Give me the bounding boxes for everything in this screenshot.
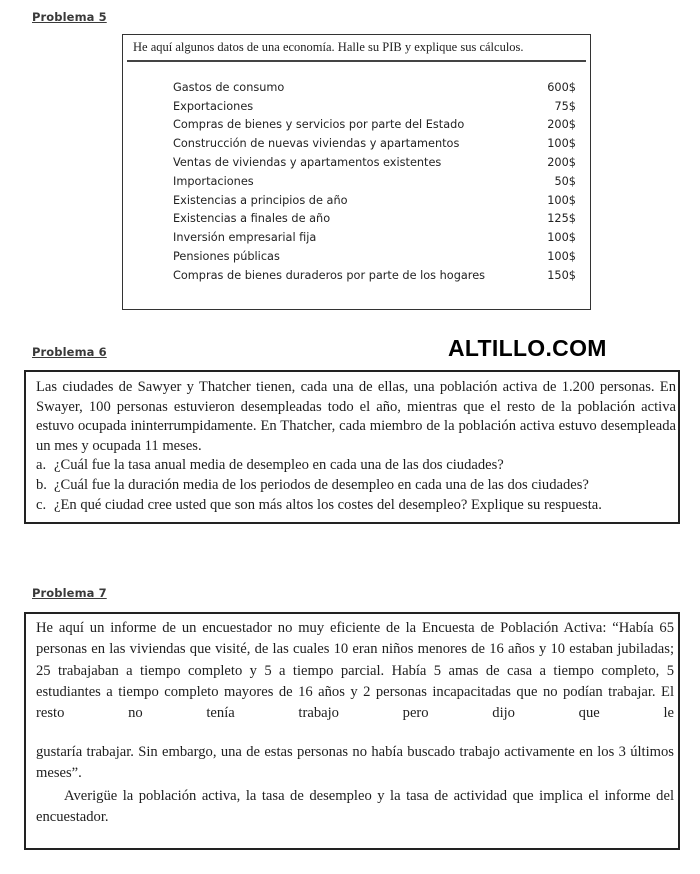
problem5-box (122, 34, 591, 310)
question-a (36, 456, 681, 476)
row-label: Existencias a principios de año (173, 193, 348, 207)
divider (678, 726, 680, 742)
table-row (173, 78, 576, 97)
problem5-heading: Problema 5 (32, 10, 107, 24)
row-value: 50$ (554, 174, 576, 188)
site-logo: ALTILLO.COM (448, 335, 607, 361)
row-value: 200$ (547, 156, 576, 170)
problem7-heading: Problema 7 (32, 586, 107, 600)
row-value: 125$ (547, 212, 576, 226)
divider (127, 60, 586, 62)
row-label: Inversión empresarial fija (173, 231, 317, 245)
table-row (173, 266, 576, 285)
row-value: 100$ (547, 231, 576, 245)
table-row (173, 228, 576, 247)
row-value: 150$ (547, 268, 576, 282)
problem7-question: Averigüe la población activa, la tasa de desempleo y la tasa de actividad que implica el informe del encuestador. (36, 788, 674, 826)
row-label: Gastos de consumo (173, 80, 285, 94)
row-value: 100$ (547, 193, 576, 207)
question-b (36, 476, 681, 496)
row-label: Compras de bienes y servicios por parte del Estado (173, 118, 465, 132)
row-label: Construcción de nuevas viviendas y apartamentos (173, 137, 460, 151)
problem5-intro: He aquí algunos datos de una economía. Halle su PIB y explique sus cálculos. (133, 40, 524, 54)
table-row (173, 134, 576, 153)
table-row (173, 247, 576, 266)
row-value: 75$ (554, 99, 576, 113)
table-row (173, 116, 576, 135)
problem6-heading: Problema 6 (32, 345, 107, 359)
table-row (173, 153, 576, 172)
question-text: ¿En qué ciudad cree usted que son más altos los costes del desempleo? Explique su respuesta. (54, 497, 602, 513)
problem7-text-part2: gustaría trabajar. Sin embargo, una de estas personas no había buscado trabajo activamente en los 3 últimos meses”. (36, 744, 674, 782)
row-label: Existencias a finales de año (173, 212, 331, 226)
row-label: Exportaciones (173, 99, 254, 113)
row-label: Pensiones públicas (173, 250, 280, 264)
problem6-text: Las ciudades de Sawyer y Thatcher tienen, cada una de ellas, una población activa de 1.200 personas. En Swayer, 100 personas estuvieron desempleadas todo el año, mientras que el resto de la población activa estuvo ocupada ininterrumpidamente. En Thatcher, cada miembro de la población activa estuvo desempleada un mes y ocupada 11 meses. (36, 379, 676, 454)
row-value: 100$ (547, 137, 576, 151)
table-row (173, 210, 576, 229)
question-letter: c. (36, 497, 47, 513)
table-row (173, 97, 576, 116)
question-letter: b. (36, 477, 47, 493)
row-value: 200$ (547, 118, 576, 132)
problem6-box (24, 370, 680, 524)
row-value: 100$ (547, 250, 576, 264)
question-text: ¿Cuál fue la tasa anual media de desempleo en cada una de las dos ciudades? (54, 457, 504, 473)
table-row (173, 172, 576, 191)
row-value: 600$ (547, 80, 576, 94)
question-letter: a. (36, 457, 47, 473)
question-text: ¿Cuál fue la duración media de los periodos de desempleo en cada una de las dos ciudades? (54, 477, 589, 493)
question-c (36, 496, 681, 516)
problem7-text-part1: He aquí un informe de un encuestador no muy eficiente de la Encuesta de Población Activa: “Había 65 personas en las viviendas que visité, de las cuales 10 eran niños menores de 16 años y 10 estaban jubiladas; 25 trabajaban a tiempo completo y 5 a tiempo parcial. Había 5 amas de casa a tiempo completo, 5 estudiantes a tiempo completo mayores de 16 años y 2 personas incapacitadas que no podían trabajar. El resto no tenía trabajo pero dijo que le (36, 620, 674, 722)
data-table (173, 78, 576, 285)
row-label: Ventas de viviendas y apartamentos existentes (173, 156, 442, 170)
problem7-box (24, 612, 680, 850)
row-label: Compras de bienes duraderos por parte de los hogares (173, 268, 486, 282)
table-row (173, 191, 576, 210)
row-label: Importaciones (173, 174, 254, 188)
